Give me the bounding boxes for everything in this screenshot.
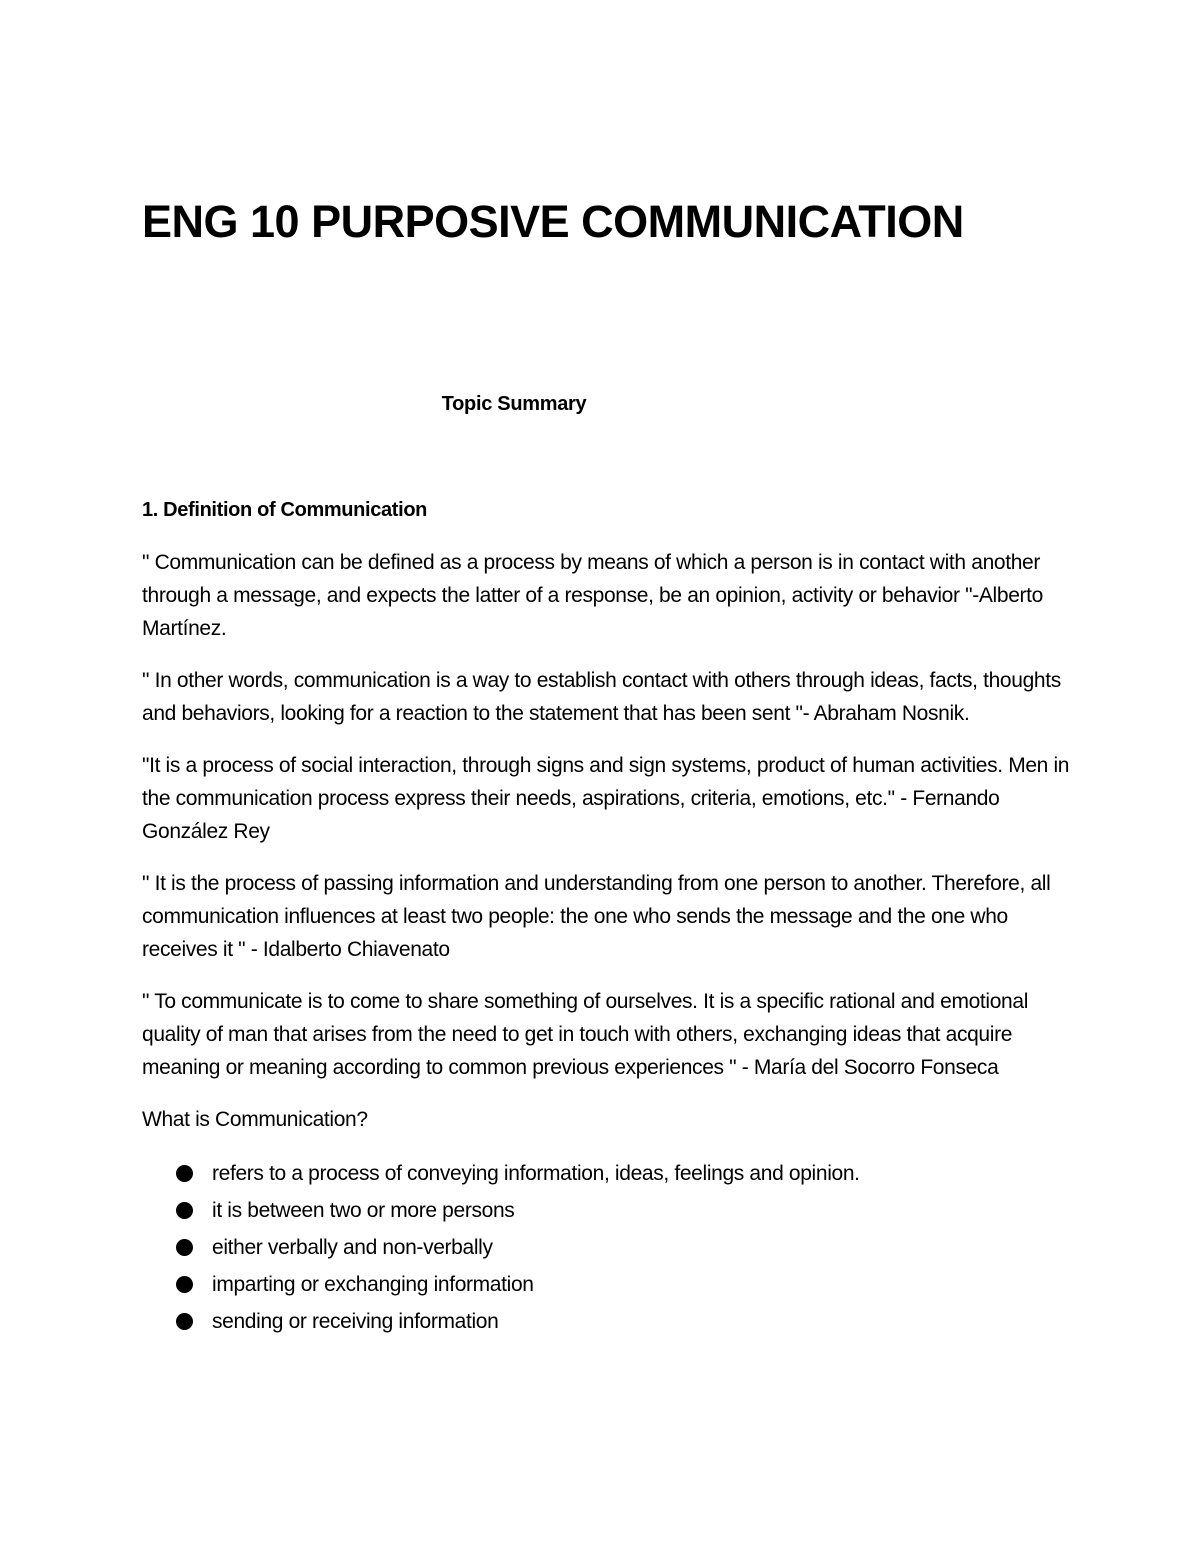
bullet-icon	[176, 1202, 193, 1219]
quote-paragraph: " It is the process of passing information and understanding from one person to another. Therefore, all communication influences at least two people: the one who sends the message and the one who receives it " - Idalberto Chiavenato	[142, 872, 1051, 961]
bullet-icon	[176, 1276, 193, 1293]
bullet-icon	[176, 1313, 193, 1330]
list-item	[174, 1155, 1082, 1192]
list-item	[174, 1266, 1082, 1303]
quote-paragraph: " Communication can be defined as a process by means of which a person is in contact with another through a message, and expects the latter of a response, be an opinion, activity or behavior "-Alberto Martínez.	[142, 551, 1043, 640]
document-body	[142, 494, 1082, 1340]
list-item	[174, 1192, 1082, 1229]
list-item-text: imparting or exchanging information	[212, 1273, 534, 1296]
list-item-text: either verbally and non-verbally	[212, 1236, 493, 1259]
quote-paragraph: " In other words, communication is a way to establish contact with others through ideas, facts, thoughts and behaviors, looking for a reaction to the statement that has been sent "- Abraham Nosnik.	[142, 669, 1061, 725]
quote-paragraph: "It is a process of social interaction, through signs and sign systems, product of human activities. Men in the communication process express their needs, aspirations, criteria, emotions, etc." - Fernando González Rey	[142, 754, 1070, 843]
list-item-text: refers to a process of conveying information, ideas, feelings and opinion.	[212, 1162, 860, 1185]
list-item	[174, 1229, 1082, 1266]
question-line: What is Communication?	[142, 1108, 368, 1131]
bullet-icon	[176, 1165, 193, 1182]
quote-paragraph: " To communicate is to come to share something of ourselves. It is a specific rational and emotional quality of man that arises from the need to get in touch with others, exchanging ideas that acquire meaning or meaning according to common previous experiences " - María del Socorro Fonseca	[142, 990, 1029, 1079]
list-item	[174, 1303, 1082, 1340]
document-title: ENG 10 PURPOSIVE COMMUNICATION	[142, 196, 964, 247]
section-heading: 1. Definition of Communication	[142, 499, 428, 521]
list-item-text: sending or receiving information	[212, 1310, 499, 1333]
bullet-icon	[176, 1239, 193, 1256]
topic-summary-heading: Topic Summary	[441, 393, 587, 415]
list-item-text: it is between two or more persons	[212, 1199, 515, 1222]
bullet-list	[142, 1155, 1082, 1340]
